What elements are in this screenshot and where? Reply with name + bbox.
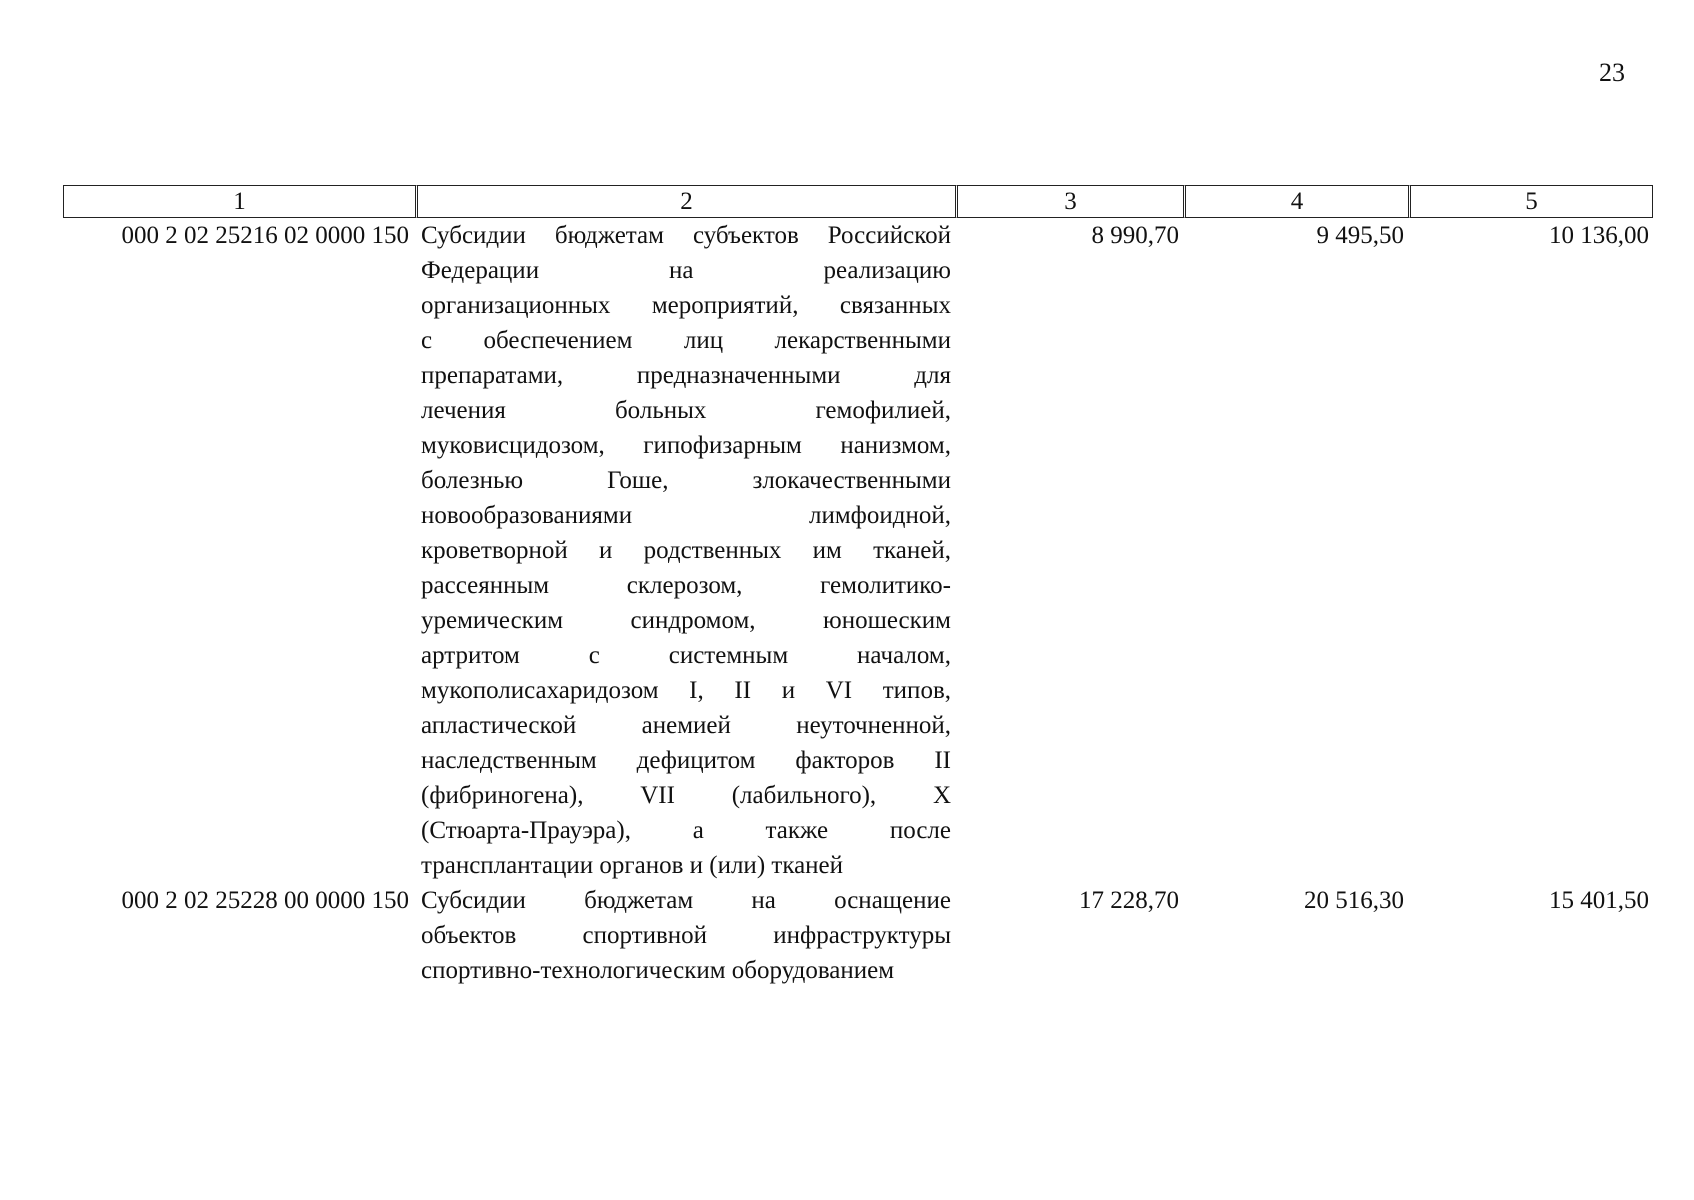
header-row <box>63 185 1653 218</box>
name-line: Субсидии бюджетам на оснащение <box>421 887 951 914</box>
name-line: Федерации на реализацию <box>421 257 951 284</box>
name-line: артритом с системным началом, <box>421 642 951 669</box>
table-row <box>63 883 1653 988</box>
name-line: Субсидии бюджетам субъектов Российской <box>421 222 951 249</box>
name-line: уремическим синдромом, юношеским <box>421 607 951 634</box>
name-line: кроветворной и родственных им тканей, <box>421 537 951 564</box>
page-number: 23 <box>1599 58 1625 87</box>
name-line: (фибриногена), VII (лабильного), X <box>421 782 951 809</box>
name-line: апластической анемией неуточненной, <box>421 712 951 739</box>
table-header <box>63 185 1653 218</box>
header-col-1: 1 <box>63 185 415 218</box>
name-line: спортивно-технологическим оборудованием <box>421 957 895 984</box>
table-body <box>63 218 1653 988</box>
table-row <box>63 218 1653 883</box>
name-line: трансплантации органов и (или) тканей <box>421 852 844 879</box>
header-col-5: 5 <box>1408 185 1653 218</box>
name-line: рассеянным склерозом, гемолитико- <box>421 572 951 599</box>
name-line: (Стюарта-Прауэра), а также после <box>421 817 951 844</box>
name-line: организационных мероприятий, связанных <box>421 292 951 319</box>
name-line: наследственным дефицитом факторов II <box>421 747 951 774</box>
name-line: лечения больных гемофилией, <box>421 397 951 424</box>
row-value-col-4: 20 516,30 <box>1304 887 1404 914</box>
name-line: препаратами, предназначенными для <box>421 362 951 389</box>
name-line: с обеспечением лиц лекарственными <box>421 327 951 354</box>
row-code: 000 2 02 25228 00 0000 150 <box>121 887 409 914</box>
name-line: мукополисахаридозом I, II и VI типов, <box>421 677 951 704</box>
row-value-col-4: 9 495,50 <box>1316 222 1404 249</box>
row-value-col-3: 8 990,70 <box>1091 222 1179 249</box>
name-line: муковисцидозом, гипофизарным нанизмом, <box>421 432 951 459</box>
row-name <box>415 218 955 883</box>
row-value-col-5: 10 136,00 <box>1549 222 1649 249</box>
header-col-4: 4 <box>1183 185 1408 218</box>
budget-table <box>63 185 1653 988</box>
header-col-2: 2 <box>415 185 955 218</box>
row-value-col-3: 17 228,70 <box>1079 887 1179 914</box>
name-line: объектов спортивной инфраструктуры <box>421 922 951 949</box>
name-line: новообразованиями лимфоидной, <box>421 502 951 529</box>
header-col-3: 3 <box>955 185 1183 218</box>
row-code: 000 2 02 25216 02 0000 150 <box>121 222 409 249</box>
row-name <box>415 883 955 988</box>
name-line: болезнью Гоше, злокачественными <box>421 467 951 494</box>
row-value-col-5: 15 401,50 <box>1549 887 1649 914</box>
